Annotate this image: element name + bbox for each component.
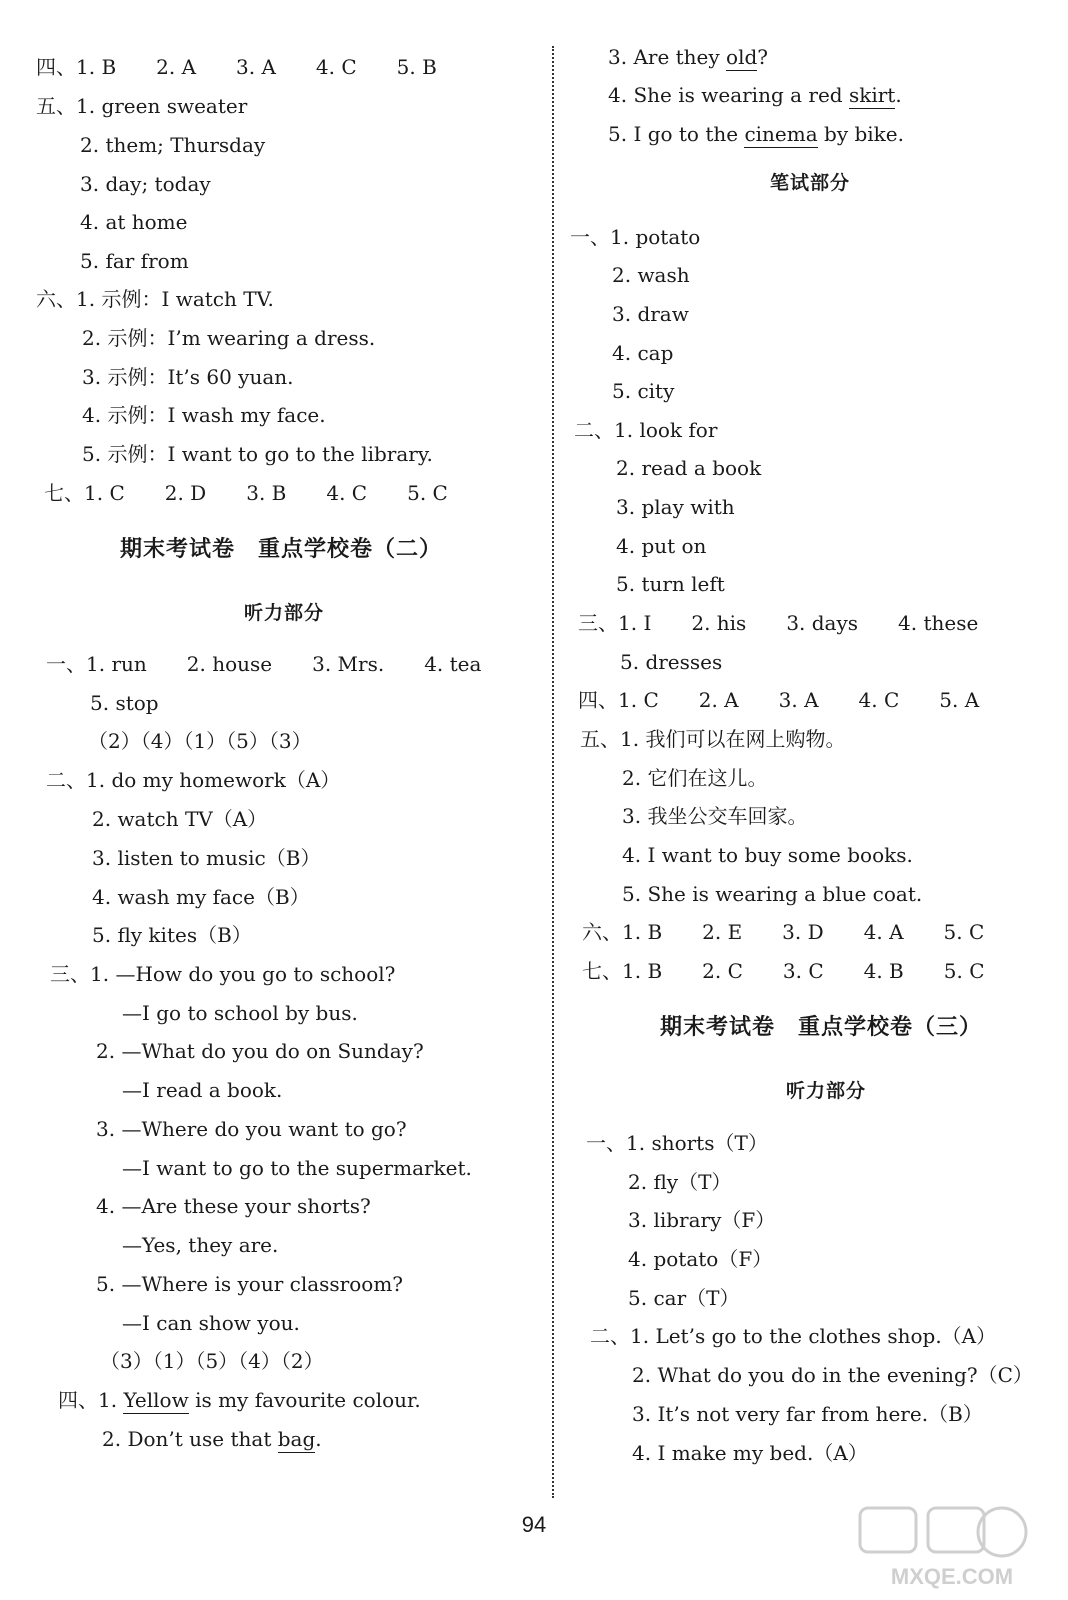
section-title: 期末考试卷 重点学校卷（二） bbox=[120, 537, 443, 562]
right-answer-line: 一、1. potato bbox=[570, 225, 701, 249]
answer-text: 2. Don’t use that bbox=[102, 1427, 278, 1451]
section-title: 期末考试卷 重点学校卷（三） bbox=[660, 1015, 983, 1040]
underlined-word: skirt bbox=[848, 83, 896, 107]
left-answer-line: 3. day; today bbox=[80, 172, 211, 196]
left-answer-line bbox=[102, 1426, 322, 1452]
watermark-text: MXQE.COM bbox=[890, 1564, 1014, 1589]
left-answer-line: 5. —Where is your classroom? bbox=[96, 1272, 404, 1296]
section-subtitle: 听力部分 bbox=[244, 602, 325, 624]
right-column bbox=[560, 0, 1068, 1600]
right-answer-line: 3. 我坐公交车回家。 bbox=[622, 804, 808, 828]
left-answer-line: 一、1. run 2. house 3. Mrs. 4. tea bbox=[46, 652, 482, 676]
right-answer-line: 七、1. B 2. C 3. C 4. B 5. C bbox=[582, 959, 985, 983]
right-answer-line: 2. 它们在这儿。 bbox=[622, 766, 768, 790]
answer-text: . bbox=[895, 83, 902, 107]
answer-text: is my favourite colour. bbox=[188, 1388, 421, 1412]
right-answer-line: 一、1. shorts（T） bbox=[586, 1131, 768, 1155]
left-answer-line: 5. fly kites（B） bbox=[92, 923, 252, 947]
left-answer-line: —I want to go to the supermarket. bbox=[122, 1156, 472, 1180]
right-answer-line: 三、1. I 2. his 3. days 4. these bbox=[578, 611, 979, 635]
right-answer-line: 3. It’s not very far from here.（B） bbox=[632, 1402, 983, 1426]
left-answer-line: 七、1. C 2. D 3. B 4. C 5. C bbox=[44, 481, 448, 505]
watermark-logo bbox=[852, 1498, 1052, 1594]
left-answer-line: —I can show you. bbox=[122, 1311, 300, 1335]
right-answer-line bbox=[608, 121, 904, 147]
left-answer-line: 四、1. B 2. A 3. A 4. C 5. B bbox=[36, 55, 437, 79]
right-answer-line bbox=[608, 44, 768, 70]
left-answer-line: 五、1. green sweater bbox=[36, 94, 248, 118]
answer-text: 5. I go to the bbox=[608, 122, 745, 146]
right-answer-line: 六、1. B 2. E 3. D 4. A 5. C bbox=[582, 920, 985, 944]
left-answer-line: 3. listen to music（B） bbox=[92, 846, 321, 870]
right-answer-line: 5. car（T） bbox=[628, 1286, 740, 1310]
underlined-word: old bbox=[726, 45, 758, 69]
underlined-word: Yellow bbox=[123, 1388, 189, 1412]
right-answer-line: 五、1. 我们可以在网上购物。 bbox=[580, 727, 846, 751]
left-answer-line: —I read a book. bbox=[122, 1078, 283, 1102]
left-answer-line: 六、1. 示例：I watch TV. bbox=[36, 287, 274, 311]
right-answer-line: 4. potato（F） bbox=[628, 1247, 773, 1271]
column-divider bbox=[552, 46, 554, 1498]
left-answer-line: 3. 示例：It’s 60 yuan. bbox=[82, 365, 294, 389]
right-answer-line bbox=[608, 82, 902, 108]
section-subtitle: 听力部分 bbox=[786, 1080, 867, 1102]
right-answer-line: 4. I make my bed.（A） bbox=[632, 1441, 868, 1465]
right-answer-line: 二、1. Let’s go to the clothes shop.（A） bbox=[590, 1324, 997, 1348]
answer-text: 4. She is wearing a red bbox=[608, 83, 849, 107]
answer-text: ? bbox=[757, 45, 769, 69]
left-answer-line: 2. them; Thursday bbox=[80, 133, 266, 157]
underlined-word: cinema bbox=[744, 122, 818, 146]
left-answer-line: 5. 示例：I want to go to the library. bbox=[82, 442, 433, 466]
right-answer-line: 4. I want to buy some books. bbox=[622, 843, 913, 867]
underlined-word: bag bbox=[277, 1427, 316, 1451]
right-answer-line: 3. play with bbox=[616, 495, 735, 519]
left-answer-line: 2. —What do you do on Sunday? bbox=[96, 1039, 424, 1063]
right-answer-line: 3. library（F） bbox=[628, 1208, 776, 1232]
right-answer-line: 5. turn left bbox=[616, 572, 725, 596]
right-answer-line: 2. wash bbox=[612, 263, 690, 287]
left-answer-line: 5. far from bbox=[80, 249, 189, 273]
left-answer-line: 三、1. —How do you go to school? bbox=[50, 962, 396, 986]
left-answer-line: 3. —Where do you want to go? bbox=[96, 1117, 407, 1141]
right-answer-line: 2. What do you do in the evening?（C） bbox=[632, 1363, 1033, 1387]
left-answer-line: —Yes, they are. bbox=[122, 1233, 279, 1257]
left-answer-line: （3）（1）（5）（4）（2） bbox=[100, 1349, 324, 1373]
right-answer-line: 2. read a book bbox=[616, 456, 762, 480]
answer-text: 3. Are they bbox=[608, 45, 727, 69]
left-answer-line: 2. 示例：I’m wearing a dress. bbox=[82, 326, 376, 350]
answer-text: by bike. bbox=[817, 122, 904, 146]
right-answer-line: 4. put on bbox=[616, 534, 707, 558]
left-answer-line: 4. 示例：I wash my face. bbox=[82, 403, 326, 427]
right-answer-line: 2. fly（T） bbox=[628, 1170, 732, 1194]
left-answer-line: 2. watch TV（A） bbox=[92, 807, 268, 831]
left-answer-line: 二、1. do my homework（A） bbox=[46, 768, 341, 792]
left-answer-line: —I go to school by bus. bbox=[122, 1001, 358, 1025]
right-answer-line: 5. city bbox=[612, 379, 675, 403]
right-answer-line: 5. dresses bbox=[620, 650, 723, 674]
page-number: 94 bbox=[521, 1512, 547, 1537]
answer-text: . bbox=[315, 1427, 322, 1451]
left-answer-line: 4. —Are these your shorts? bbox=[96, 1194, 371, 1218]
left-answer-line: 5. stop bbox=[90, 691, 159, 715]
right-answer-line: 二、1. look for bbox=[574, 418, 718, 442]
left-answer-line: （2）（4）（1）（5）（3） bbox=[88, 729, 312, 753]
right-answer-line: 4. cap bbox=[612, 341, 674, 365]
right-answer-line: 5. She is wearing a blue coat. bbox=[622, 882, 923, 906]
left-answer-line: 4. wash my face（B） bbox=[92, 885, 310, 909]
right-answer-line: 3. draw bbox=[612, 302, 689, 326]
right-answer-line: 四、1. C 2. A 3. A 4. C 5. A bbox=[578, 688, 980, 712]
left-answer-line bbox=[58, 1387, 421, 1413]
section-subtitle: 笔试部分 bbox=[770, 172, 851, 194]
answer-text: 四、1. bbox=[58, 1388, 124, 1412]
left-answer-line: 4. at home bbox=[80, 210, 188, 234]
